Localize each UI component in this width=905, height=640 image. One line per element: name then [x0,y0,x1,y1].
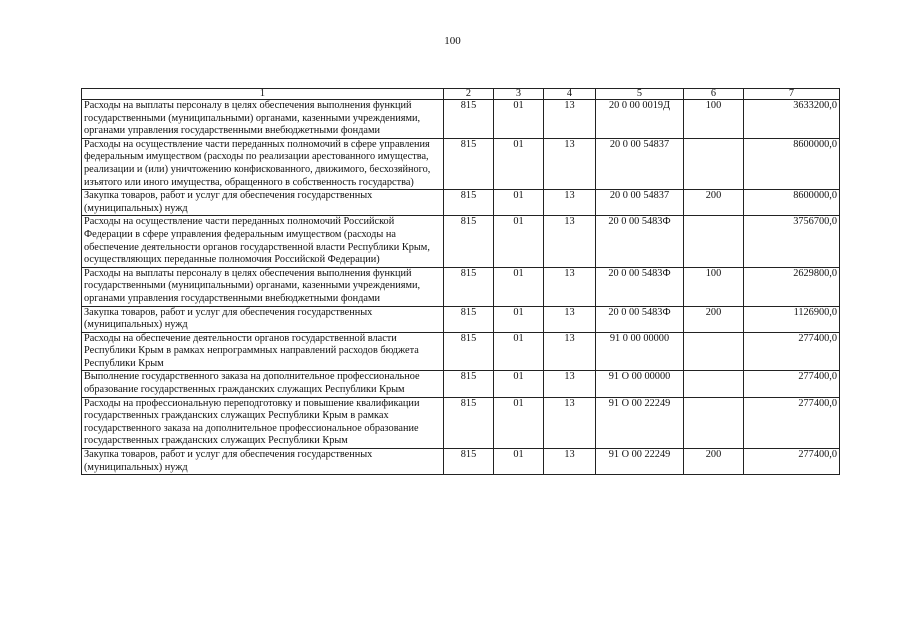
table-row [82,332,840,371]
section-code: 01 [494,100,544,139]
target-article-code: 91 0 00 00000 [596,332,684,371]
expense-type-code [684,332,744,371]
target-article-code: 91 О 00 22249 [596,449,684,475]
target-article-code: 20 0 00 54837 [596,138,684,189]
budget-table [81,88,840,475]
expense-description: Выполнение государственного заказа на дополнительное профессиональное образование государственных гражданских служащих Республики Крым [82,371,444,397]
expense-type-code: 200 [684,306,744,332]
table-row [82,306,840,332]
table-row [82,100,840,139]
subsection-code: 13 [544,216,596,267]
table-row [82,216,840,267]
target-article-code: 91 О 00 00000 [596,371,684,397]
expense-description: Закупка товаров, работ и услуг для обеспечения государственных (муниципальных) нужд [82,190,444,216]
expense-description: Закупка товаров, работ и услуг для обеспечения государственных (муниципальных) нужд [82,449,444,475]
section-code: 01 [494,267,544,306]
expense-type-code [684,216,744,267]
expense-type-code: 100 [684,100,744,139]
expense-description: Расходы на осуществление части переданных полномочий Российской Федерации в сфере управления федеральным имуществом (расходы на обеспечение деятельности органов государственной власти Республики Крым, осуществляющих переданные полномочия Российской Федерации) [82,216,444,267]
ministry-code: 815 [444,190,494,216]
amount: 277400,0 [744,332,840,371]
ministry-code: 815 [444,100,494,139]
page-number: 100 [444,35,461,47]
amount: 3633200,0 [744,100,840,139]
ministry-code: 815 [444,371,494,397]
expense-description: Расходы на выплаты персоналу в целях обеспечения выполнения функций государственными (муниципальными) органами, казенными учреждениями, органами управления государственными внебюджетными фондами [82,267,444,306]
section-code: 01 [494,371,544,397]
subsection-code: 13 [544,306,596,332]
amount: 277400,0 [744,371,840,397]
amount: 8600000,0 [744,190,840,216]
subsection-code: 13 [544,190,596,216]
target-article-code: 20 0 00 54837 [596,190,684,216]
header-cell: 5 [596,89,684,100]
header-cell: 1 [82,89,444,100]
subsection-code: 13 [544,397,596,448]
expense-type-code: 200 [684,190,744,216]
expense-type-code [684,371,744,397]
subsection-code: 13 [544,100,596,139]
subsection-code: 13 [544,332,596,371]
expense-description: Закупка товаров, работ и услуг для обеспечения государственных (муниципальных) нужд [82,306,444,332]
ministry-code: 815 [444,267,494,306]
header-cell: 4 [544,89,596,100]
table-row [82,138,840,189]
subsection-code: 13 [544,449,596,475]
section-code: 01 [494,306,544,332]
subsection-code: 13 [544,371,596,397]
table-row [82,190,840,216]
section-code: 01 [494,138,544,189]
amount: 8600000,0 [744,138,840,189]
section-code: 01 [494,216,544,267]
header-cell: 7 [744,89,840,100]
target-article-code: 20 0 00 5483Ф [596,267,684,306]
amount: 2629800,0 [744,267,840,306]
table-row [82,397,840,448]
header-row [82,89,840,100]
expense-type-code [684,397,744,448]
target-article-code: 20 0 00 5483Ф [596,306,684,332]
ministry-code: 815 [444,397,494,448]
expense-description: Расходы на осуществление части переданных полномочий в сфере управления федеральным имуществом (расходы по реализации арестованного имущества, реализации и (или) уничтожению конфискованного, движимого, бесхозяйного, изъятого или иного имущества, обращенного в собственность государства) [82,138,444,189]
expense-type-code: 200 [684,449,744,475]
expense-description: Расходы на выплаты персоналу в целях обеспечения выполнения функций государственными (муниципальными) органами, казенными учреждениями, органами управления государственными внебюджетными фондами [82,100,444,139]
target-article-code: 20 0 00 5483Ф [596,216,684,267]
section-code: 01 [494,332,544,371]
section-code: 01 [494,449,544,475]
subsection-code: 13 [544,138,596,189]
header-cell: 3 [494,89,544,100]
expense-description: Расходы на профессиональную переподготовку и повышение квалификации государственных гражданских служащих Республики Крым в рамках государственного заказа на дополнительное профессиональное образование государственных гражданских служащих Республики Крым [82,397,444,448]
ministry-code: 815 [444,306,494,332]
expense-type-code [684,138,744,189]
target-article-code: 20 0 00 0019Д [596,100,684,139]
header-cell: 2 [444,89,494,100]
amount: 3756700,0 [744,216,840,267]
amount: 277400,0 [744,449,840,475]
section-code: 01 [494,397,544,448]
ministry-code: 815 [444,332,494,371]
amount: 277400,0 [744,397,840,448]
amount: 1126900,0 [744,306,840,332]
header-cell: 6 [684,89,744,100]
table-row [82,267,840,306]
target-article-code: 91 О 00 22249 [596,397,684,448]
subsection-code: 13 [544,267,596,306]
table-row [82,449,840,475]
expense-description: Расходы на обеспечение деятельности органов государственной власти Республики Крым в рамках непрограммных направлений расходов бюджета Республики Крым [82,332,444,371]
section-code: 01 [494,190,544,216]
ministry-code: 815 [444,449,494,475]
table-row [82,371,840,397]
ministry-code: 815 [444,138,494,189]
ministry-code: 815 [444,216,494,267]
expense-type-code: 100 [684,267,744,306]
